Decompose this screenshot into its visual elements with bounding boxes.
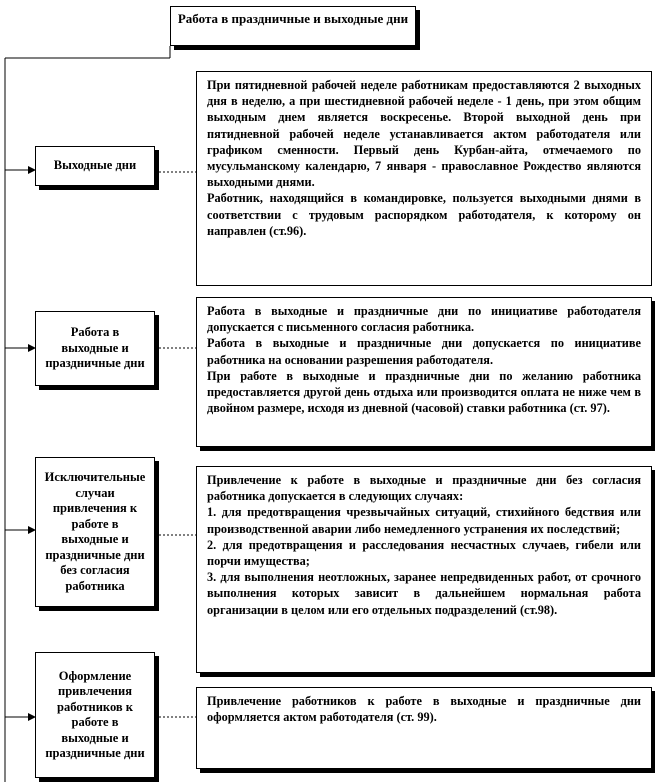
- section-4-content-box: [196, 687, 652, 769]
- section-4-label-box: [35, 652, 155, 778]
- section-3-paragraph-3: 2. для предотвращения и расследования несчастных случаев, гибели или порчи имущества;: [207, 537, 641, 569]
- section-4-paragraph-1: Привлечение работников к работе в выходные и праздничные дни оформляется актом работодателя (ст. 99).: [207, 694, 641, 725]
- section-2-paragraph-3: При работе в выходные и праздничные дни по желанию работника предоставляется другой день отдыха или производится оплата не ниже чем в двойном размере, исходя из дневной (часовой) ставки работника (ст. 97).: [207, 368, 641, 416]
- section-1-paragraph-1: При пятидневной рабочей неделе работникам предоставляются 2 выходных дня в неделю, а при шестидневной рабочей неделе - 1 день, при этом общим выходным днем является воскресенье. Второй выходной день при пятидневной рабочей неделе устанавливается актом работодателя или графиком сменности. Первый день Курбан-айта, отмечаемого по мусульманскому календарю, 7 января - православное Рождество являются выходными днями.: [207, 78, 641, 190]
- section-3-label-box: [35, 457, 155, 607]
- section-1-label: Выходные дни: [53, 158, 137, 173]
- section-2-paragraph-2: Работа в выходные и праздничные дни допускается по инициативе работника на основании разрешения работодателя.: [207, 336, 641, 367]
- section-2-label: Работа в выходные и праздничные дни: [45, 325, 145, 371]
- section-3-content-box: [196, 466, 652, 673]
- diagram-title: Работа в праздничные и выходные дни: [170, 6, 416, 46]
- section-1-content-box: [196, 71, 652, 286]
- section-1-label-box: [35, 146, 155, 186]
- section-2-label-box: [35, 311, 155, 386]
- section-3-paragraph-1: Привлечение к работе в выходные и праздничные дни без согласия работника допускается в следующих случаях:: [207, 473, 641, 504]
- section-2-content-box: [196, 297, 652, 447]
- section-3-paragraph-4: 3. для выполнения неотложных, заранее непредвиденных работ, от срочного выполнения которых зависит в дальнейшем нормальная работа организации в целом или его отдельных подразделений (ст.98).: [207, 570, 641, 617]
- section-1-paragraph-2: Работник, находящийся в командировке, пользуется выходными днями в соответствии с трудовым распорядком работодателя, к которому он направлен (ст.96).: [207, 191, 641, 238]
- section-3-paragraph-2: 1. для предотвращения чрезвычайных ситуаций, стихийного бедствия или производственной аварии либо немедленного устранения их последствий;: [207, 505, 641, 536]
- section-3-label: Исключительные случаи привлечения к работе в выходные и праздничные дни без согласия работника: [44, 470, 146, 593]
- section-2-paragraph-1: Работа в выходные и праздничные дни по инициативе работодателя допускается с письменного согласия работника.: [207, 304, 641, 335]
- section-4-label: Оформление привлечения работников к работе в выходные и праздничные дни: [45, 668, 145, 760]
